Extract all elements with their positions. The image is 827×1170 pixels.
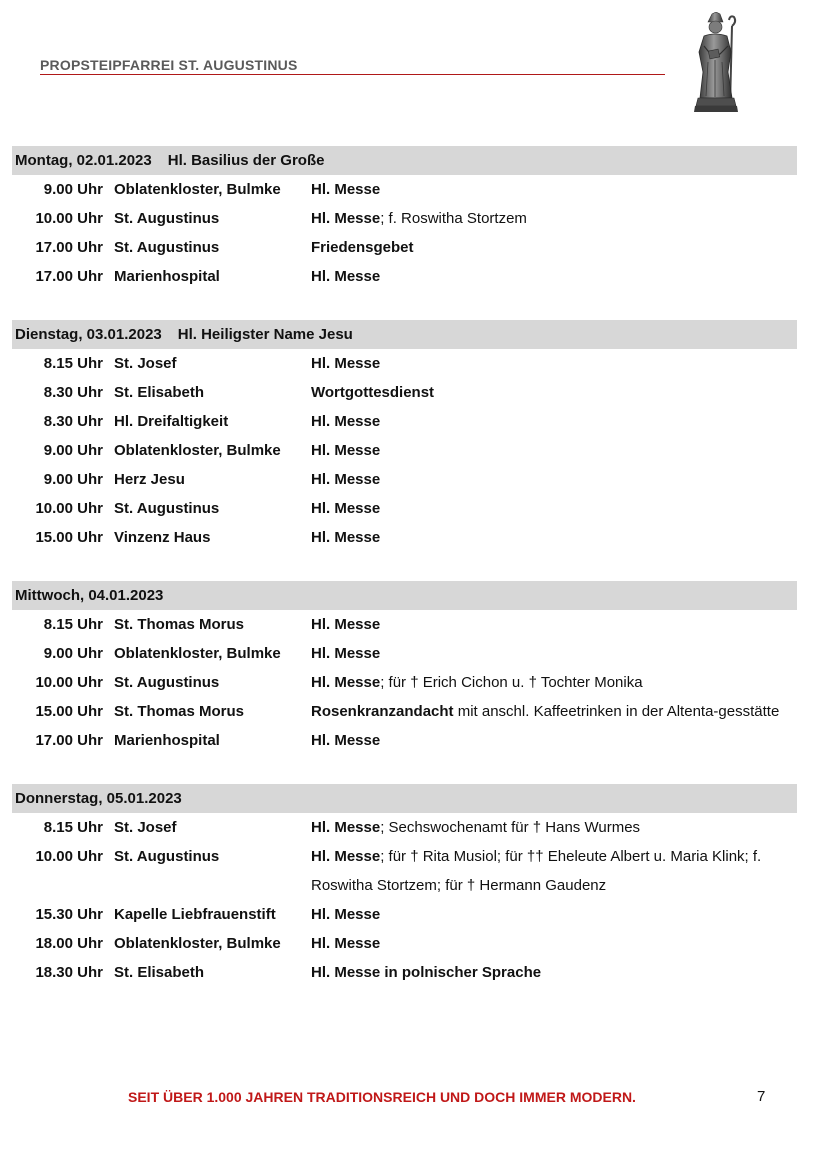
service-time: 9.00 Uhr: [43, 645, 103, 662]
service-place: Kapelle Liebfrauenstift: [114, 906, 276, 923]
service-place: St. Augustinus: [114, 674, 220, 691]
service-time: 10.00 Uhr: [35, 848, 103, 865]
service-row: [12, 349, 797, 378]
parish-title: PROPSTEIPFARREI ST. AUGUSTINUS: [40, 57, 298, 73]
service-description: [311, 233, 797, 262]
service-type: Hl. Messe: [311, 181, 381, 198]
day-date: Montag, 02.01.2023: [15, 152, 152, 169]
service-row: [12, 697, 797, 726]
service-place: Oblatenkloster, Bulmke: [114, 935, 281, 952]
service-description: [311, 813, 797, 842]
service-type: Hl. Messe: [311, 645, 381, 662]
service-time: 10.00 Uhr: [35, 674, 103, 691]
day-date: Mittwoch, 04.01.2023: [15, 587, 164, 604]
service-description: [311, 349, 797, 378]
footer-slogan: SEIT ÜBER 1.000 JAHREN TRADITIONSREICH UND DOCH IMMER MODERN.: [128, 1089, 636, 1105]
service-description: [311, 204, 797, 233]
service-row: [12, 465, 797, 494]
service-place: St. Augustinus: [114, 239, 220, 256]
day-block: [12, 784, 797, 987]
service-place: St. Thomas Morus: [114, 616, 245, 633]
service-type: Hl. Messe: [311, 355, 381, 372]
service-description: [311, 697, 797, 726]
service-row: [12, 900, 797, 929]
service-type: Hl. Messe: [311, 413, 381, 430]
service-place: Oblatenkloster, Bulmke: [114, 645, 281, 662]
service-row: [12, 436, 797, 465]
service-type: Hl. Messe: [311, 935, 381, 952]
service-row: [12, 175, 797, 204]
service-time: 8.30 Uhr: [43, 413, 103, 430]
service-row: [12, 378, 797, 407]
service-place: St. Josef: [114, 819, 177, 836]
service-row: [12, 494, 797, 523]
service-place: St. Elisabeth: [114, 384, 205, 401]
service-note: ; für † Rita Musiol; für †† Eheleute Albert u. Maria Klink; f. Roswitha Stortzem; für † Hermann Gaudenz: [311, 848, 762, 894]
service-description: [311, 726, 797, 755]
service-description: [311, 262, 797, 291]
service-description: [311, 407, 797, 436]
service-place: St. Augustinus: [114, 210, 220, 227]
service-time: 9.00 Uhr: [43, 442, 103, 459]
service-type: Hl. Messe: [311, 906, 381, 923]
day-date: Dienstag, 03.01.2023: [15, 326, 162, 343]
service-description: [311, 494, 797, 523]
service-row: [12, 610, 797, 639]
service-description: [311, 929, 797, 958]
service-type: Hl. Messe: [311, 268, 381, 285]
service-row: [12, 233, 797, 262]
service-place: Vinzenz Haus: [114, 529, 211, 546]
service-row: [12, 813, 797, 842]
service-description: [311, 958, 797, 987]
service-place: Marienhospital: [114, 268, 220, 285]
service-type: Hl. Messe: [311, 210, 381, 227]
service-description: [311, 668, 797, 697]
service-type: Hl. Messe: [311, 500, 381, 517]
service-type: Hl. Messe in polnischer Sprache: [311, 964, 542, 981]
page-number: 7: [757, 1088, 766, 1105]
service-row: [12, 523, 797, 552]
day-header: [12, 581, 797, 610]
service-type: Wortgottesdienst: [311, 384, 435, 401]
service-row: [12, 929, 797, 958]
service-time: 15.00 Uhr: [35, 529, 103, 546]
service-note: ; Sechswochenamt für † Hans Wurmes: [380, 819, 641, 836]
day-header: [12, 146, 797, 175]
service-place: St. Josef: [114, 355, 177, 372]
service-time: 17.00 Uhr: [35, 732, 103, 749]
service-type: Hl. Messe: [311, 616, 381, 633]
day-block: [12, 581, 797, 755]
service-row: [12, 407, 797, 436]
service-time: 18.30 Uhr: [35, 964, 103, 981]
service-description: [311, 436, 797, 465]
service-place: Hl. Dreifaltigkeit: [114, 413, 229, 430]
service-place: St. Augustinus: [114, 500, 220, 517]
service-time: 8.15 Uhr: [43, 819, 103, 836]
day-saint: Hl. Heiligster Name Jesu: [177, 326, 353, 343]
service-place: Oblatenkloster, Bulmke: [114, 181, 281, 198]
service-place: St. Thomas Morus: [114, 703, 245, 720]
service-type: Hl. Messe: [311, 732, 381, 749]
service-note: ; f. Roswitha Stortzem: [380, 210, 527, 227]
service-row: [12, 639, 797, 668]
day-date: Donnerstag, 05.01.2023: [15, 790, 182, 807]
service-type: Rosenkranzandacht: [311, 703, 454, 720]
service-row: [12, 842, 797, 900]
service-description: [311, 175, 797, 204]
service-type: Hl. Messe: [311, 471, 381, 488]
day-header: [12, 320, 797, 349]
service-type: Hl. Messe: [311, 819, 381, 836]
service-description: [311, 610, 797, 639]
saint-statue-icon: [690, 12, 742, 114]
service-type: Hl. Messe: [311, 529, 381, 546]
service-time: 17.00 Uhr: [35, 239, 103, 256]
mass-schedule: [12, 146, 797, 1016]
service-row: [12, 262, 797, 291]
service-time: 9.00 Uhr: [43, 181, 103, 198]
service-type: Friedensgebet: [311, 239, 414, 256]
service-description: [311, 523, 797, 552]
service-note: ; für † Erich Cichon u. † Tochter Monika: [380, 674, 643, 691]
service-description: [311, 378, 797, 407]
service-place: St. Elisabeth: [114, 964, 205, 981]
service-description: [311, 900, 797, 929]
service-place: Oblatenkloster, Bulmke: [114, 442, 281, 459]
service-time: 15.30 Uhr: [35, 906, 103, 923]
service-row: [12, 204, 797, 233]
day-header: [12, 784, 797, 813]
service-time: 8.30 Uhr: [43, 384, 103, 401]
service-time: 9.00 Uhr: [43, 471, 103, 488]
service-place: St. Augustinus: [114, 848, 220, 865]
service-place: Herz Jesu: [114, 471, 185, 488]
service-description: [311, 842, 797, 900]
service-time: 8.15 Uhr: [43, 616, 103, 633]
service-type: Hl. Messe: [311, 442, 381, 459]
page-header: [40, 56, 665, 75]
service-time: 10.00 Uhr: [35, 500, 103, 517]
day-block: [12, 146, 797, 291]
service-time: 8.15 Uhr: [43, 355, 103, 372]
day-saint: Hl. Basilius der Große: [167, 152, 325, 169]
service-row: [12, 726, 797, 755]
service-description: [311, 639, 797, 668]
service-place: Marienhospital: [114, 732, 220, 749]
service-time: 18.00 Uhr: [35, 935, 103, 952]
service-row: [12, 668, 797, 697]
service-time: 10.00 Uhr: [35, 210, 103, 227]
service-time: 17.00 Uhr: [35, 268, 103, 285]
service-type: Hl. Messe: [311, 848, 381, 865]
service-description: [311, 465, 797, 494]
service-time: 15.00 Uhr: [35, 703, 103, 720]
service-row: [12, 958, 797, 987]
day-block: [12, 320, 797, 552]
service-type: Hl. Messe: [311, 674, 381, 691]
service-note: mit anschl. Kaffeetrinken in der Altenta-gesstätte: [453, 703, 780, 720]
